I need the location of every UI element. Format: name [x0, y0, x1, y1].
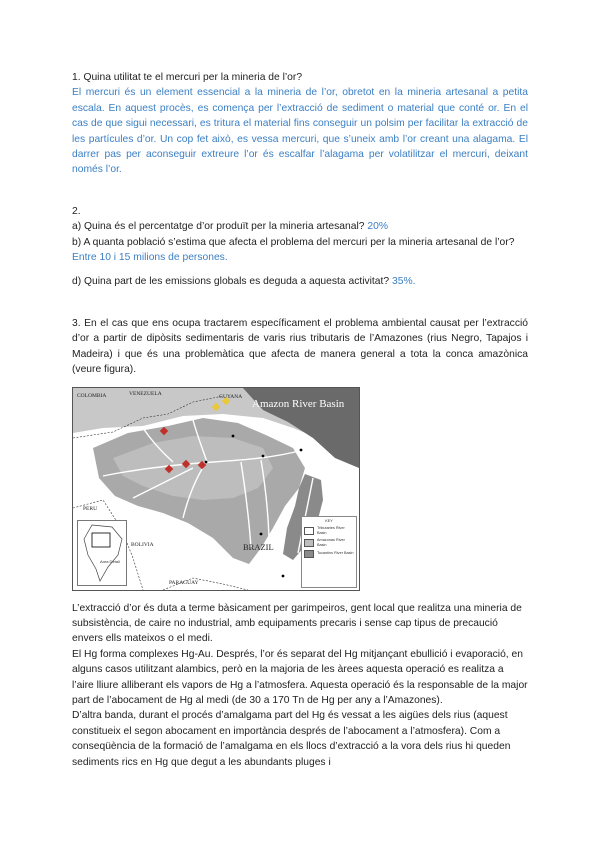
q1-answer: El mercuri és un element essencial a la mineria de l’or, obretot en la mineria artesanal a petita escala. En aquest procès, es comença per l’extracció de sediment o material que conté or. En el cas de que sigui necessari, es tritura el material fins conseguir un polsim per facilitar la extracció de les partícules d’or. Un cop fet això, es vessa mercuri, que s’uneix amb l’or creant una alagama. El darrer pas per aconseguir extreure l’or és escalfar l’alagama per volatilitzar el mercuri, deixant només l’or.	[72, 87, 528, 176]
inset-graphic	[78, 521, 126, 585]
document-page	[72, 70, 528, 770]
legend-row-tributaries	[304, 526, 354, 536]
inset-label: Area Detail	[100, 558, 120, 564]
label-guyana: GUYANA	[219, 393, 243, 400]
q1-question: 1. Quina utilitat te el mercuri per la mineria de l’or?	[72, 72, 303, 83]
label-venezuela: VENEZUELA	[129, 390, 162, 397]
legend-title: KEY	[325, 518, 333, 523]
q3-intro: 3. En el cas que ens ocupa tractarem específicament el problema ambiental causat per l’extracció d’or a partir de dipòsits sedimentaris de varis rius tributaris de l’Amazones (rius Negro, Tapajos i Madeira) i que és una problemàtica que afecta de manera general a tota la conca amazònica (veure figura).	[72, 317, 528, 376]
q2-b-line	[72, 235, 528, 266]
legend-swatch-tributaries	[304, 527, 314, 535]
q2-a-question: a) Quina és el percentatge d’or produït per la mineria artesanal?	[72, 221, 365, 233]
q2-d-question: d) Quina part de les emissions globals es deguda a aquesta activitat?	[72, 276, 390, 288]
q2-a-answer: 20%	[367, 221, 388, 233]
label-paraguay: PARAGUAY	[169, 579, 199, 586]
label-bolivia: BOLIVIA	[131, 541, 154, 548]
q3-paragraph-2: El Hg forma complexes Hg-Au. Després, l’or és separat del Hg mitjançant ebullició i evaporació, en alguns casos utilitzant alambics, però en la majoria de les àrees aquesta operació es realitza a l’aire lliure alliberant els vapors de Hg a l’atmosfera. Aquesta operació és la responsable de la major part de l’abocament de Hg al medi (de 30 a 170 Tn de Hg per any a l’Amazones).	[72, 648, 528, 706]
legend-label-tributaries: Tributaries River Basin	[317, 525, 345, 535]
q3-paragraph-1: L’extracció d’or és duta a terme bàsicament per garimpeiros, gent local que realitza una mineria de subsistència, de caire no industrial, amb equipaments precaris i sense cap tipus de precaució envers ells mateixos o el medi.	[72, 602, 522, 645]
legend-swatch-amazonas	[304, 539, 314, 547]
label-brazil: BRAZIL	[243, 541, 274, 552]
q2-a-line	[72, 219, 528, 234]
q2-d-line	[72, 274, 528, 289]
label-colombia: COLOMBIA	[77, 392, 107, 399]
map-title: Amazon River Basin	[252, 397, 345, 410]
label-peru: PERU	[83, 505, 98, 512]
legend-row-amazonas	[304, 538, 354, 548]
amazon-basin-map	[72, 387, 360, 591]
legend-swatch-tocantins	[304, 550, 314, 558]
q2-d-answer: 35%.	[391, 276, 416, 288]
location-inset-map	[77, 520, 127, 586]
legend-label-tocantins: Tocantins River Basin	[317, 551, 354, 555]
q2-number: 2.	[72, 205, 81, 217]
map-legend	[301, 516, 357, 588]
q2-b-question: b) A quanta població s’estima que afecta el problema del mercuri per la mineria artesanal de l’or?	[72, 236, 515, 248]
legend-row-tocantins	[304, 550, 354, 558]
legend-label-amazonas: Amazonas River Basin	[317, 537, 345, 547]
q3-paragraph-3: D’altra banda, durant el procés d’amalgama part del Hg és vessat a les aigües dels rius (aquest constitueix el segon abocament en importància després de l’abocament a l’atmosfera). Com a conseqüència de la formació de l’amalgama en els llocs d’extracció a la vora dels rius hi queden sediments rics en Hg que degut a les abundants pluges i	[72, 710, 511, 768]
q2-b-answer: Entre 10 i 15 milions de persones.	[72, 252, 228, 264]
